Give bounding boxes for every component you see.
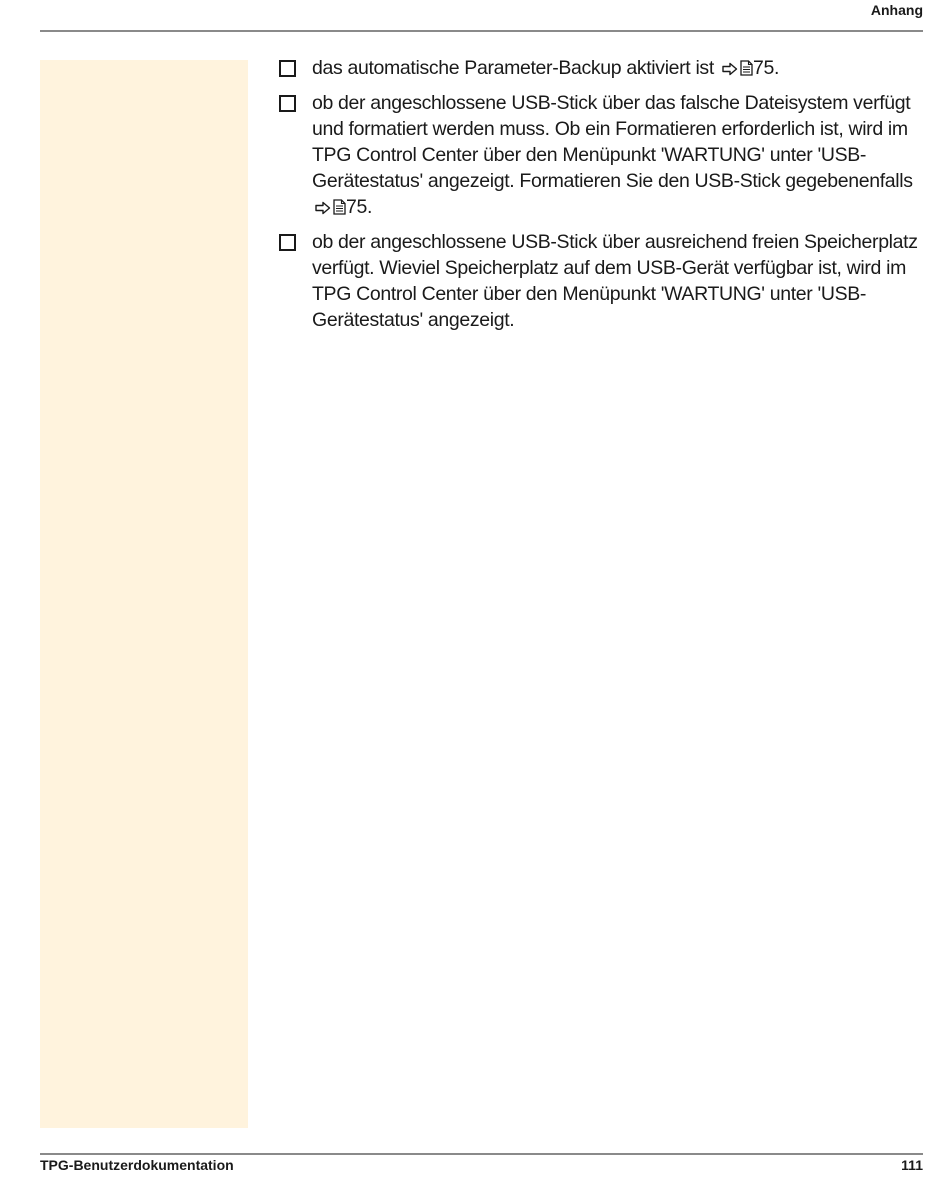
page-icon [333, 199, 346, 215]
checkbox-icon [279, 60, 296, 77]
reference-punctuation: . [367, 196, 373, 218]
list-item-text: das automatische Parameter-Backup aktiviert ist [312, 57, 714, 79]
list-item [279, 90, 929, 220]
page-number: 111 [901, 1157, 923, 1173]
section-title: Anhang [870, 2, 923, 18]
checkbox-icon [279, 234, 296, 251]
arrow-right-icon [722, 62, 738, 76]
main-content [279, 55, 929, 342]
header-divider [40, 30, 923, 32]
list-item-text: ob der angeschlossene USB-Stick über das falsche Dateisystem verfügt und formatiert werden muss. Ob ein Formatieren erforderlich ist, wird im TPG Control Center über den Menüpunkt 'WARTUNG' unter 'USB-Gerätestatus' angezeigt. Formatieren Sie den USB-Stick gegebenenfalls [312, 92, 913, 192]
list-item [279, 55, 929, 81]
list-item-text: ob der angeschlossene USB-Stick über ausreichend freien Speicherplatz verfügt. Wieviel Speicherplatz auf dem USB-Gerät verfügbar ist, wird im TPG Control Center über den Menüpunkt 'WARTUNG' unter 'USB-Gerätestatus' angezeigt. [312, 231, 918, 331]
list-item [279, 229, 929, 333]
footer-divider [40, 1153, 923, 1155]
margin-sidebar [40, 60, 248, 1128]
reference-page-number: 75 [346, 196, 367, 218]
reference-page-number: 75 [752, 57, 774, 79]
checklist [279, 55, 929, 333]
arrow-right-icon [315, 201, 331, 215]
page-icon [740, 60, 753, 76]
reference-punctuation: . [773, 57, 780, 79]
checkbox-icon [279, 95, 296, 112]
cross-reference[interactable] [719, 57, 779, 79]
cross-reference[interactable] [312, 196, 372, 218]
document-title: TPG-Benutzerdokumentation [40, 1157, 234, 1173]
